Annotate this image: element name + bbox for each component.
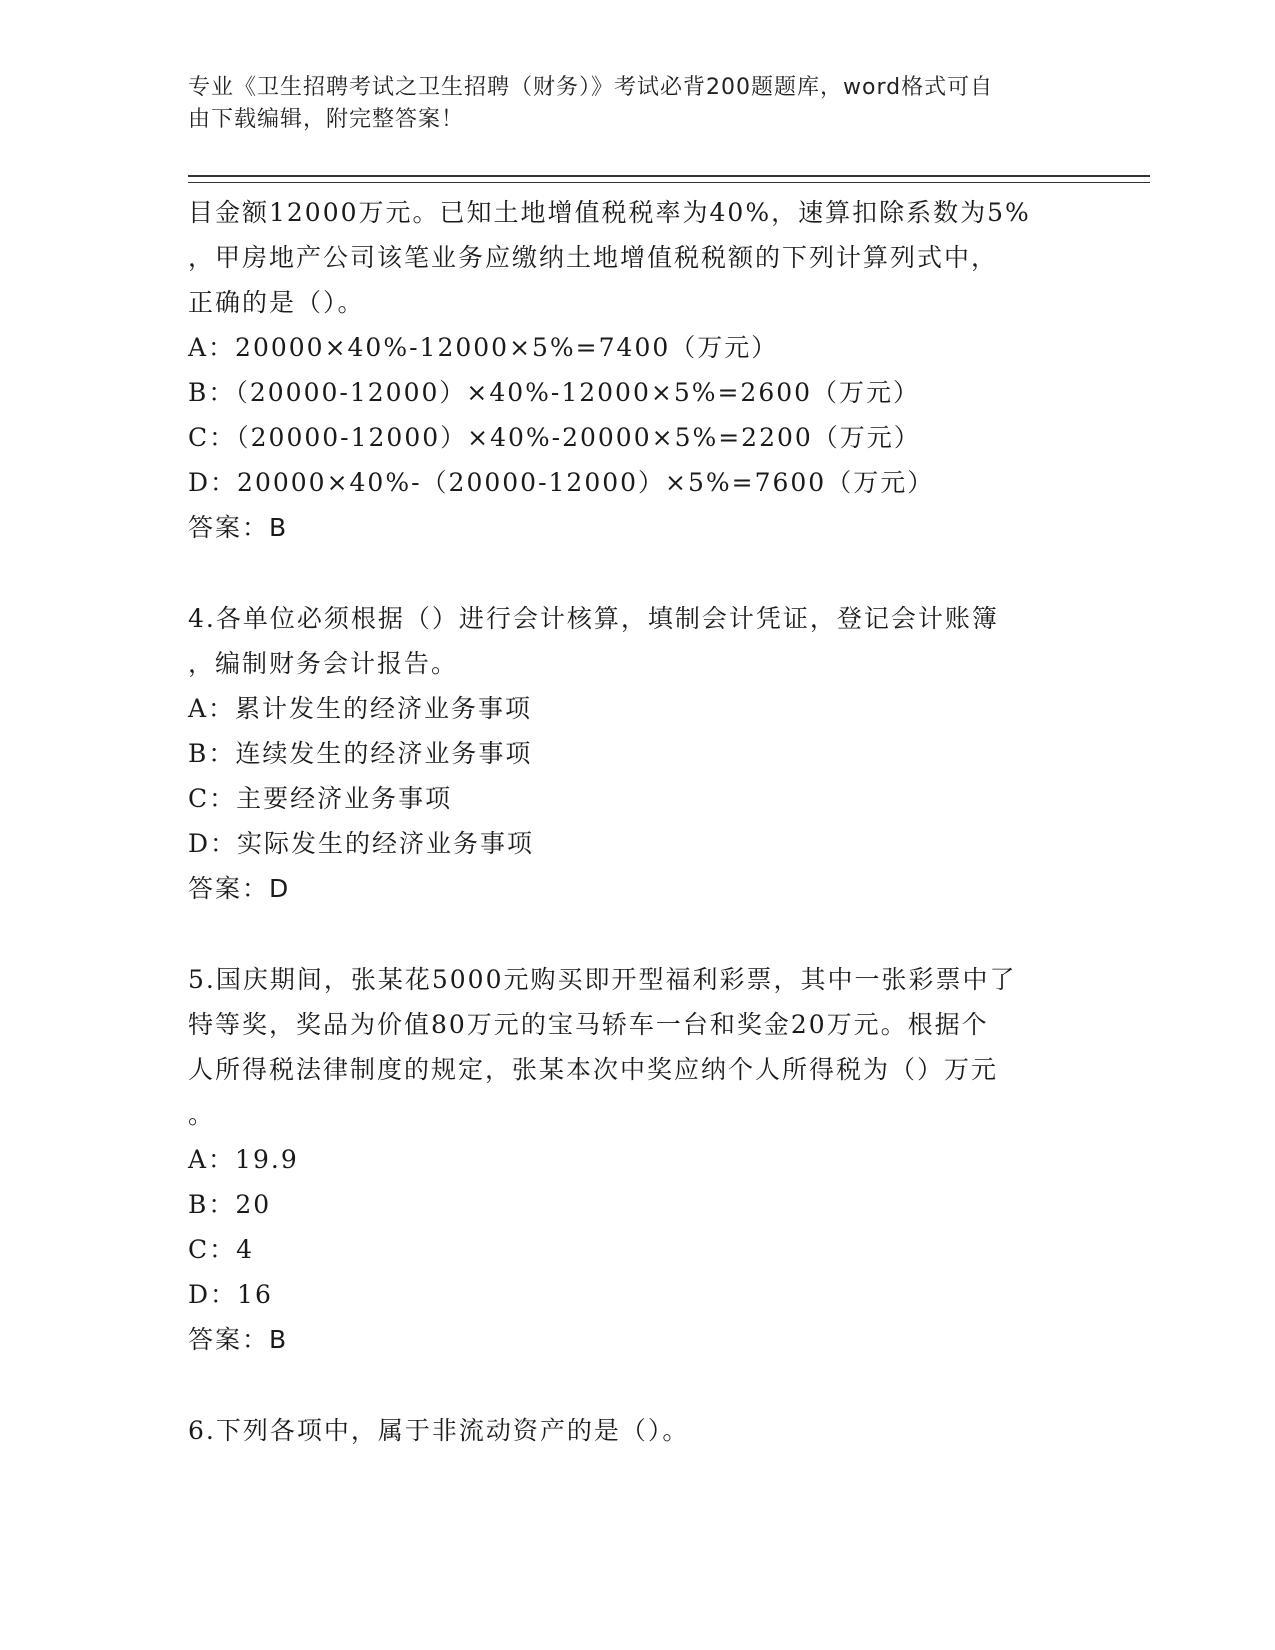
question-text-line: 6.下列各项中，属于非流动资产的是（）。 [188, 1416, 690, 1445]
option-c: C：主要经济业务事项 [188, 784, 453, 813]
document-content [188, 190, 1088, 1453]
option-c: C：（20000-12000）×40%-20000×5%=2200（万元） [188, 423, 921, 452]
question-3 [188, 190, 1088, 550]
header-line-2: 由下载编辑，附完整答案！ [188, 107, 465, 132]
option-a: A：累计发生的经济业务事项 [188, 694, 533, 723]
option-b: B：（20000-12000）×40%-12000×5%=2600（万元） [188, 378, 921, 407]
question-text-line: 目金额12000万元。已知土地增值税税率为40%，速算扣除系数为5% [188, 198, 1031, 227]
option-a: A：19.9 [188, 1145, 299, 1174]
option-b: B：连续发生的经济业务事项 [188, 739, 533, 768]
option-b: B：20 [188, 1190, 272, 1219]
question-4 [188, 596, 1088, 911]
question-text-line: 正确的是（）。 [188, 288, 365, 317]
question-text-line: 人所得税法律制度的规定，张某本次中奖应纳个人所得税为（）万元 [188, 1055, 999, 1084]
question-text-line: ，编制财务会计报告。 [188, 649, 459, 678]
option-d: D：20000×40%-（20000-12000）×5%=7600（万元） [188, 468, 935, 497]
question-6 [188, 1408, 1088, 1453]
question-text-line: 。 [188, 1100, 216, 1129]
answer: 答案：B [188, 1325, 289, 1354]
question-text-line: 特等奖，奖品为价值80万元的宝马轿车一台和奖金20万元。根据个 [188, 1010, 989, 1039]
question-text-line: 4.各单位必须根据（）进行会计核算，填制会计凭证，登记会计账簿 [188, 604, 999, 633]
option-d: D：16 [188, 1280, 273, 1309]
answer: 答案：B [188, 513, 289, 542]
question-text-line: ，甲房地产公司该笔业务应缴纳土地增值税税额的下列计算列式中， [188, 243, 999, 272]
option-d: D：实际发生的经济业务事项 [188, 829, 535, 858]
option-a: A：20000×40%-12000×5%=7400（万元） [188, 333, 779, 362]
question-5 [188, 957, 1088, 1362]
option-c: C：4 [188, 1235, 255, 1264]
header-line-1: 专业《卫生招聘考试之卫生招聘（财务）》考试必背200题题库，word格式可自 [188, 75, 994, 100]
page-header [188, 72, 1068, 136]
question-text-line: 5.国庆期间，张某花5000元购买即开型福利彩票，其中一张彩票中了 [188, 965, 1017, 994]
header-rule-thick [188, 175, 1150, 177]
answer: 答案：D [188, 874, 291, 903]
header-rule-thin [188, 182, 1150, 183]
